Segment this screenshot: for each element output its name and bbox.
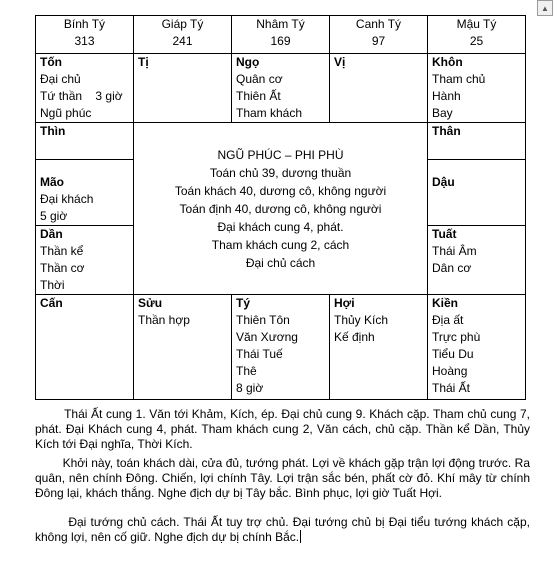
center-line: Đại khách cung 4, phát. [217, 219, 344, 234]
cell-suu [134, 295, 232, 400]
chart-table [35, 15, 526, 400]
cell-line: Văn Xương [236, 330, 298, 344]
cell-title: Khôn [432, 55, 463, 69]
cell-tuat [428, 226, 526, 295]
cell-line: Đại khách [40, 192, 94, 206]
header-name: Mậu Tý [456, 17, 497, 31]
cell-title: Kiền [432, 296, 459, 310]
cell-hoi [330, 295, 428, 400]
cell-line: Hoàng [432, 364, 468, 378]
cell-line: Thần hợp [138, 313, 190, 327]
cell-title: Cấn [40, 296, 63, 310]
cell-mao [36, 160, 134, 226]
header-number: 169 [270, 34, 291, 48]
paragraph-1: Thái Ất cung 1. Văn tới Khảm, Kích, ép. Đại chủ cung 9. Khách cặp. Tham chủ cung 7, phát. Đại Khách cung 4, phát. Tham khách cung 2, Văn cách, chủ cặp. Thần kể Dần, Thủy Kích tới Đại nghĩa, Thời Kích. [35, 407, 534, 451]
scroll-up-arrow-icon[interactable]: ▲ [537, 0, 553, 16]
cell-line: Tham khách [236, 106, 303, 120]
cell-line: Quân cơ [236, 72, 283, 86]
text-cursor [300, 530, 301, 543]
header-cell [330, 16, 428, 54]
cell-ton [36, 54, 134, 123]
cell-title: Thìn [40, 124, 66, 138]
cell-thin [36, 123, 134, 160]
cell-line: Địa ất [432, 313, 464, 327]
cell-line: Tiểu Du [432, 347, 474, 361]
cell-vi [330, 54, 428, 123]
header-number: 313 [74, 34, 95, 48]
cell-title: Tốn [40, 55, 62, 69]
header-cell [134, 16, 232, 54]
paragraph-3 [35, 515, 534, 545]
cell-title: Hợi [334, 296, 355, 310]
cell-line: Thái Tuế [236, 347, 283, 361]
header-name: Bính Tý [63, 17, 106, 31]
cell-line: Kế định [334, 330, 375, 344]
center-title: NGŨ PHÚC – PHI PHÙ [217, 147, 344, 162]
cell-line: Thái Ất [432, 381, 471, 395]
cell-title: Vị [334, 55, 346, 69]
cell-line: Thiên Ất [236, 89, 281, 103]
cell-line: Bay [432, 106, 453, 120]
cell-title: Dần [40, 227, 63, 241]
cell-line: Thái Âm [432, 244, 477, 258]
header-name: Giáp Tý [161, 17, 204, 31]
cell-line: 8 giờ [236, 381, 264, 395]
cell-ti [134, 54, 232, 123]
cell-title: Sửu [138, 296, 163, 310]
header-number: 241 [172, 34, 193, 48]
cell-line: Ngũ phúc [40, 106, 92, 120]
cell-ngo [232, 54, 330, 123]
cell-title: Mão [40, 175, 64, 189]
cell-line: Thần cơ [40, 261, 85, 275]
header-cell [232, 16, 330, 54]
cell-title: Tuất [432, 227, 457, 241]
center-line: Toán chủ 39, dương thuần [209, 165, 352, 180]
cell-title: Thân [432, 124, 461, 138]
paragraph-3-text: Đại tướng chủ cách. Thái Ất tuy trợ chủ. Đại tướng chủ bị Đại tiểu tướng khách cặp, không lợi, nên cố giữ. Nghe địch dự bị chính Bắc. [35, 515, 534, 544]
cell-khon [428, 54, 526, 123]
cell-title: Ngọ [236, 55, 260, 69]
center-line: Toán định 40, dương cô, không người [179, 201, 382, 216]
cell-line: 5 giờ [40, 209, 68, 223]
header-cell [36, 16, 134, 54]
header-number: 25 [469, 34, 484, 48]
cell-kien [428, 295, 526, 400]
header-row [36, 16, 526, 54]
center-line: Đại chủ cách [245, 255, 316, 270]
center-line: Toán khách 40, dương cô, không người [174, 183, 387, 198]
cell-line: Tham chủ [432, 72, 486, 86]
cell-line: Tứ thần 3 giờ [40, 89, 123, 103]
header-number: 97 [371, 34, 386, 48]
scrollbar[interactable] [537, 0, 553, 575]
cell-title: Dậu [432, 175, 455, 189]
cell-than [428, 123, 526, 160]
cell-ty [232, 295, 330, 400]
header-cell [428, 16, 526, 54]
cell-line: Đại chủ [40, 72, 81, 86]
header-name: Canh Tý [355, 17, 402, 31]
cell-title: Tý [236, 296, 251, 310]
center-panel [134, 123, 428, 295]
header-name: Nhâm Tý [256, 17, 305, 31]
cell-title: Tị [138, 55, 149, 69]
cell-can [36, 295, 134, 400]
cell-line: Hành [432, 89, 461, 103]
cell-dau [428, 160, 526, 226]
cell-line: Thời [40, 278, 65, 292]
cell-line: Thủy Kích [334, 313, 389, 327]
cell-line: Trực phù [432, 330, 481, 344]
cell-dan [36, 226, 134, 295]
cell-line: Thần kể [40, 244, 84, 258]
cell-line: Thê [236, 364, 257, 378]
center-line: Tham khách cung 2, cách [211, 237, 350, 252]
cell-line: Dân cơ [432, 261, 472, 275]
cell-line: Thiên Tôn [236, 313, 290, 327]
paragraph-2: Khởi này, toán khách dài, cửa đủ, tướng phát. Lợi về khách gặp trận lợi động trước. Ra quân, nên chính Đông. Chiến, lợi chính Tây. Lợi trận sắc bén, phất cờ đỏ. Khí mây từ chính Đông lại, khách thắng. Nghe địch dự bị Tây bắc. Bình phục, lợi giờ Tuất Hợi. [35, 456, 534, 500]
